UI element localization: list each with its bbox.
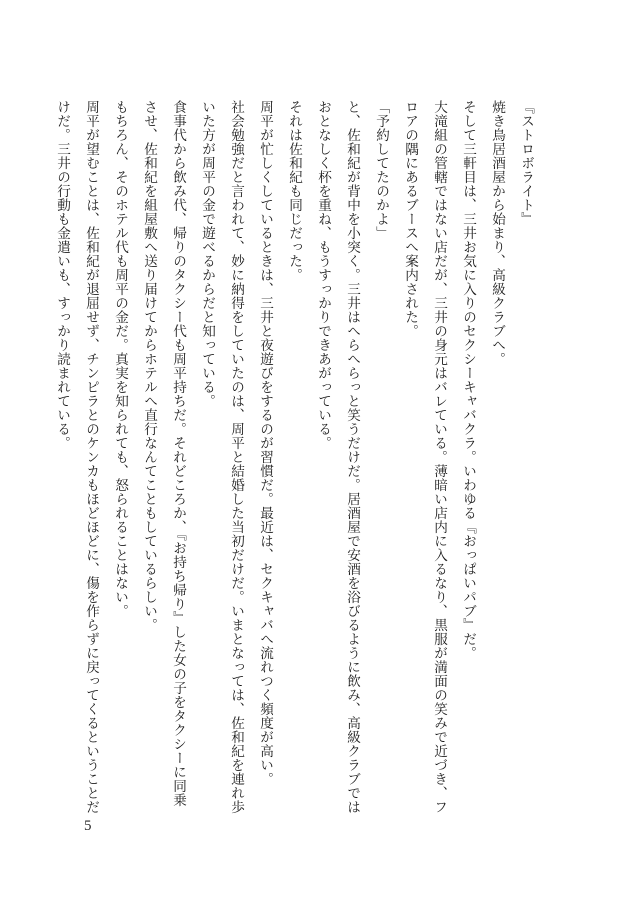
text-line: させ、佐和紀を組屋敷へ送り届けてからホテルへ直行なんてこともしているらしい。 [141,100,157,632]
chapter-heading: 『ストロボライト』 [518,100,534,226]
text-line: そして三軒目は、三井お気に入りのセクシーキャバクラ。いわゆる『おっぱいパブ』だ。 [460,100,476,660]
text-line: いた方が周平の金で遊べるからだと知っている。 [199,100,215,408]
text-line: おとなしく杯を重ね、もうすっかりできあがっている。 [315,100,331,450]
text-line: 周平が忙しくしているときは、三井と夜遊びをするのが習慣だ。最近は、セクキャバへ流れつく頻度が高い。 [257,100,273,786]
text-line: もちろん、そのホテル代も周平の金だ。真実を知られても、怒られることはない。 [112,100,128,618]
vertical-text-block [54,100,534,814]
text-line: 焼き鳥居酒屋から始まり、高級クラブへ。 [489,100,505,366]
text-line: けだ。三井の行動も金遣いも、すっかり読まれている。 [54,100,70,450]
text-line: ロアの隅にあるブースへ案内された。 [402,100,418,338]
text-line: と、佐和紀が背中を小突く。三井はへらへらっと笑うだけだ。居酒屋で安酒を浴びるように飲み、高級クラブでは [344,100,360,814]
text-line: 社会勉強だと言われて、妙に納得をしていたのは、周平と結婚した当初だけだ。いまとなっては、佐和紀を連れ歩 [228,100,244,814]
text-line: 食事代から飲み代、帰りのタクシー代も周平持ちだ。それどころか、『お持ち帰り』した女の子をタクシーに同乗 [170,100,186,808]
page-number: 5 [84,818,92,834]
text-line: 「予約してたのかよ」 [373,100,389,240]
text-line: 大滝組の管轄ではない店だが、三井の身元はバレている。薄暗い店内に入るなり、黒服が満面の笑みで近づき、フ [431,100,447,814]
text-line: それは佐和紀も同じだった。 [286,100,302,282]
text-line: 周平が望むことは、佐和紀が退屈せず、チンピラとのケンカもほどほどに、傷を作らずに戻ってくるということだ [83,100,99,814]
